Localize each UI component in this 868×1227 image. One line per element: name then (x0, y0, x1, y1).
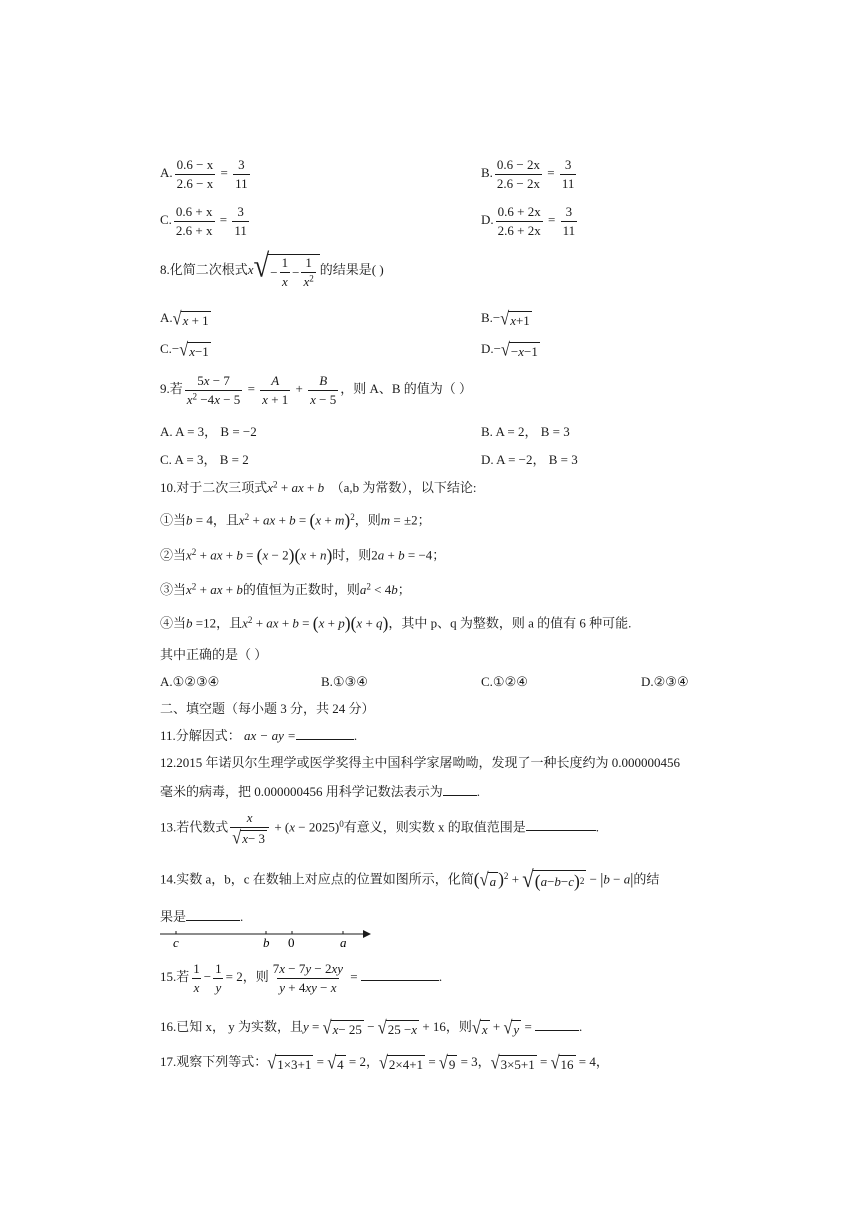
q10-option-b: B.①③④ (321, 674, 368, 689)
answer-blank[interactable] (296, 727, 354, 740)
q8-option-a: A. √ x + 1 (160, 308, 209, 330)
q10-prompt: 其中正确的是（ ） (160, 647, 268, 662)
axis-label-c: c (173, 935, 179, 950)
question-10: 10.对于二次三项式$x^2$ + ax + b （a,b 为常数），以下结论: (160, 479, 477, 495)
q10-option-a: A.①②③④ (160, 674, 220, 689)
question-9: 9.若 $\frac{5x - 7}{x^2 -4x - 5}$ = $\frac{A}{x + 1}$ + $\frac{B}{x - 5}$ ，则 A、B 的值为（ ） (160, 373, 473, 407)
q8-option-b: B.− √ x +1 (481, 308, 530, 330)
q9-option-a: A. A = 3， B = −2 (160, 424, 257, 439)
q8-option-c: C.− √ x −1 (160, 339, 209, 361)
section-title: 二、填空题（每小题 3 分，共 24 分） (160, 701, 375, 716)
fraction: $\frac{0.6 + 2x}{2.6 + 2x}$ (497, 204, 541, 238)
answer-blank[interactable] (443, 783, 477, 796)
radical: √ − $\frac{1}{x}$ − $\frac{1}{x^2}$ (254, 254, 320, 288)
question-15: 15.若 $\frac{1}{x}$ − $\frac{1}{y}$ = 2，则 $\frac{7x - 7y - 2xy}{y + 4xy - x}$ = . (160, 961, 443, 995)
q8-option-d: D.− √ − x −1 (481, 339, 538, 361)
q7-option-b: B. $\frac{0.6 - 2x}{2.6 - 2x}$ = $\frac{3}{11}$ (481, 157, 575, 191)
q9-option-d: D. A = −2， B = 3 (481, 452, 578, 467)
answer-blank[interactable] (361, 968, 439, 981)
fraction: $\frac{0.6 - 2x}{2.6 - 2x}$ (496, 157, 541, 191)
q10-statement-3: ③当$x^2$ + ax + b的值恒为正数时，则$a^2 < 4b$； (160, 581, 411, 597)
q7-option-d: D. $\frac{0.6 + 2x}{2.6 + 2x}$ = $\frac{3}{11}$ (481, 204, 576, 238)
question-11: 11.分解因式： ax − ay = . (160, 728, 358, 743)
fraction: $\frac{3}{11}$ (235, 157, 248, 191)
number-line-figure (155, 922, 380, 950)
question-16: 16.已知 x， y 为实数，且y = √ x − 25 − √ 25 − x + 16，则 √ x + √ y = . (160, 1017, 583, 1039)
question-13: 13.若代数式 x √ x − 3 + $(x - 2025)^0$有意义，则实数 x 的取值范围是 . (160, 810, 599, 848)
q9-option-b: B. A = 2， B = 3 (481, 424, 570, 439)
axis-label-zero: 0 (288, 935, 295, 950)
answer-blank[interactable] (186, 908, 240, 921)
axis-arrow-icon (363, 930, 371, 938)
q9-option-c: C. A = 3， B = 2 (160, 452, 249, 467)
fraction: $\frac{0.6 + x}{2.6 + x}$ (175, 204, 213, 238)
q7-option-c: C. $\frac{0.6 + x}{2.6 + x}$ = $\frac{3}{11}$ (160, 204, 247, 238)
q10-statement-2: ②当$x^2$ + ax + b = (x − 2)(x + n)时，则2a + b = −4； (160, 545, 446, 565)
question-12-line-1: 12.2015 年诺贝尔生理学或医学奖得主中国科学家屠呦呦，发现了一种长度约为 0.000000456 (160, 755, 681, 770)
q10-statement-1: ①当b = 4，且$x^2$ + ax + $b = (x + m)^2$，则m = ±2； (160, 510, 431, 530)
q10-option-c: C.①②④ (481, 674, 528, 689)
q10-option-d: D.②③④ (641, 674, 689, 689)
question-17: 17.观察下列等式： √ 1×3+1 = √ 4 = 2， √ 2×4+1 = √ 9 = 3， √ 3×5+1 = √ 16 = 4， (160, 1052, 609, 1074)
question-14: 14.实数 a，b，c 在数轴上对应点的位置如图所示，化简( √ a )$^2$ + √ ( a − b − c ) 2 − |b − a|的结 (160, 866, 660, 893)
answer-blank[interactable] (535, 1018, 579, 1031)
q10-statement-4: ④当b =12，且$x^2$ + ax + b = (x + p)(x + q)，其中 p、q 为整数，则 a 的值有 6 种可能. (160, 613, 632, 633)
question-14-line-2: 果是 . (160, 909, 244, 924)
fraction: $\frac{3}{11}$ (561, 157, 575, 191)
fraction: $\frac{3}{11}$ (562, 204, 576, 238)
question-12-line-2: 毫米的病毒，把 0.000000456 用科学记数法表示为 . (160, 784, 481, 799)
fraction: $\frac{3}{11}$ (234, 204, 247, 238)
answer-blank[interactable] (526, 818, 596, 831)
axis-label-b: b (263, 935, 270, 950)
axis-label-a: a (340, 935, 347, 950)
q7-option-a: A. $\frac{0.6 - x}{2.6 - x}$ = $\frac{3}{11}$ (160, 157, 248, 191)
question-8: 8.化简二次根式x √ − $\frac{1}{x}$ − $\frac{1}{x^2}$ 的结果是( ) (160, 249, 384, 289)
fraction: $\frac{0.6 - x}{2.6 - x}$ (176, 157, 214, 191)
